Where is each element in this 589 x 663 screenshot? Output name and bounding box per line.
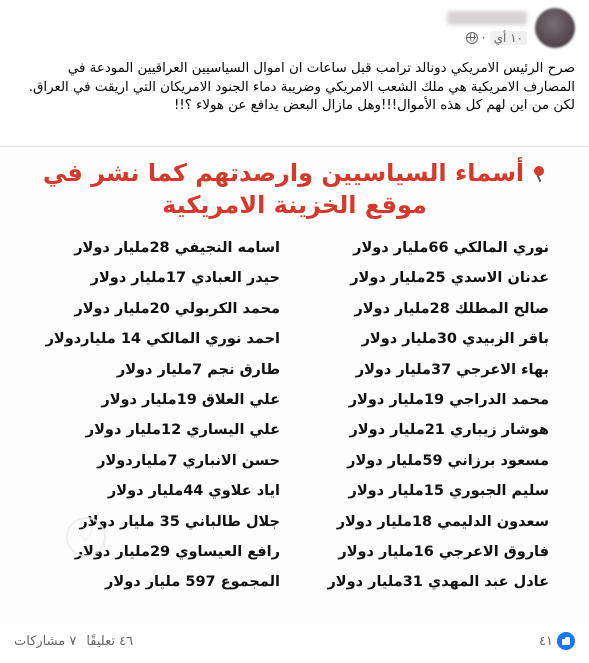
post-timestamp[interactable]: ١٠ أي <box>490 31 527 45</box>
post-paragraph-1: صرح الرئيس الامريكي دونالد ترامب قبل ساعات ان اموال السياسيين العراقيين المودعة في المصارف الامريكية هي ملك الشعب الامريكي وضريبة دماء الجنود الامريكان التي اريقت في العراق. <box>28 61 575 95</box>
reactions-count: ٤١ <box>539 633 553 649</box>
name-row: محمد الكربولي 20مليار دولار <box>74 300 280 317</box>
post-header-text <box>447 11 527 45</box>
image-title-line-1 <box>0 159 589 187</box>
name-row: جلال طالباني 35 مليار دولار <box>79 513 280 530</box>
globe-icon[interactable] <box>466 32 478 44</box>
reactions-summary[interactable] <box>539 632 575 650</box>
post-image[interactable] <box>0 146 589 625</box>
name-row: حيدر العبادي 17مليار دولار <box>90 270 280 287</box>
name-row: فاروق الاعرجي 16مليار دولار <box>338 543 549 560</box>
post-paragraph-2: لكن من اين لهم كل هذه الأموال!!!وهل مازال البعض يدافع عن هولاء ؟!! <box>173 98 575 113</box>
name-row: اياد علاوي 44مليار دولار <box>107 483 280 500</box>
name-row: اسامه النجيفي 28مليار دولار <box>74 240 280 256</box>
names-column-right <box>289 233 549 598</box>
name-row: عادل عبد المهدي 31مليار دولار <box>327 574 549 591</box>
name-row: صالح المطلك 28مليار دولار <box>354 300 549 317</box>
name-row: بهاء الاعرجي 37مليار دولار <box>355 361 549 378</box>
post-footer <box>14 628 575 654</box>
name-row: علي العلاق 19مليار دولار <box>101 391 280 408</box>
name-row: نوري المالكي 66مليار دولار <box>353 240 549 256</box>
author-avatar[interactable] <box>535 8 575 48</box>
name-row: محمد الدراجي 19مليار دولار <box>348 391 549 408</box>
author-name[interactable] <box>447 11 527 25</box>
name-row: احمد نوري المالكي 14 ملياردولار <box>45 331 280 348</box>
name-row: المجموع 597 مليار دولار <box>105 574 280 591</box>
name-row: هوشار زيباري 21مليار دولار <box>349 422 549 439</box>
name-row: سليم الجبوري 15مليار دولار <box>348 483 549 500</box>
image-title-line-2: موقع الخزينة الامريكية <box>162 191 427 219</box>
name-row: طارق نجم 7مليار دولار <box>116 361 280 378</box>
name-row: حسن الانباري 7ملياردولار <box>97 452 280 469</box>
shares-count[interactable]: ٧ مشاركات <box>14 633 77 649</box>
names-list <box>40 233 549 598</box>
post-text <box>14 60 575 116</box>
name-row: رافع العيساوي 29مليار دولار <box>74 543 280 560</box>
pushpin-icon <box>530 166 546 182</box>
name-row: عدنان الاسدي 25مليار دولار <box>350 270 549 287</box>
watermark-logo <box>66 517 106 557</box>
post-header <box>14 8 575 48</box>
name-row: علي اليساري 12مليار دولار <box>85 422 280 439</box>
name-row: باقر الزبيدي 30مليار دولار <box>361 331 549 348</box>
comments-count[interactable]: ٤٦ تعليقًا <box>86 633 134 649</box>
meta-separator: · <box>481 31 486 45</box>
like-icon <box>557 632 575 650</box>
name-row: سعدون الدليمي 18مليار دولار <box>336 513 549 530</box>
post-meta <box>447 31 527 45</box>
image-title-text-1: أسماء السياسيين وارصدتهم كما نشر في <box>42 159 525 187</box>
name-row: مسعود برزاني 59مليار دولار <box>347 452 549 469</box>
engagement-counts <box>14 634 133 649</box>
